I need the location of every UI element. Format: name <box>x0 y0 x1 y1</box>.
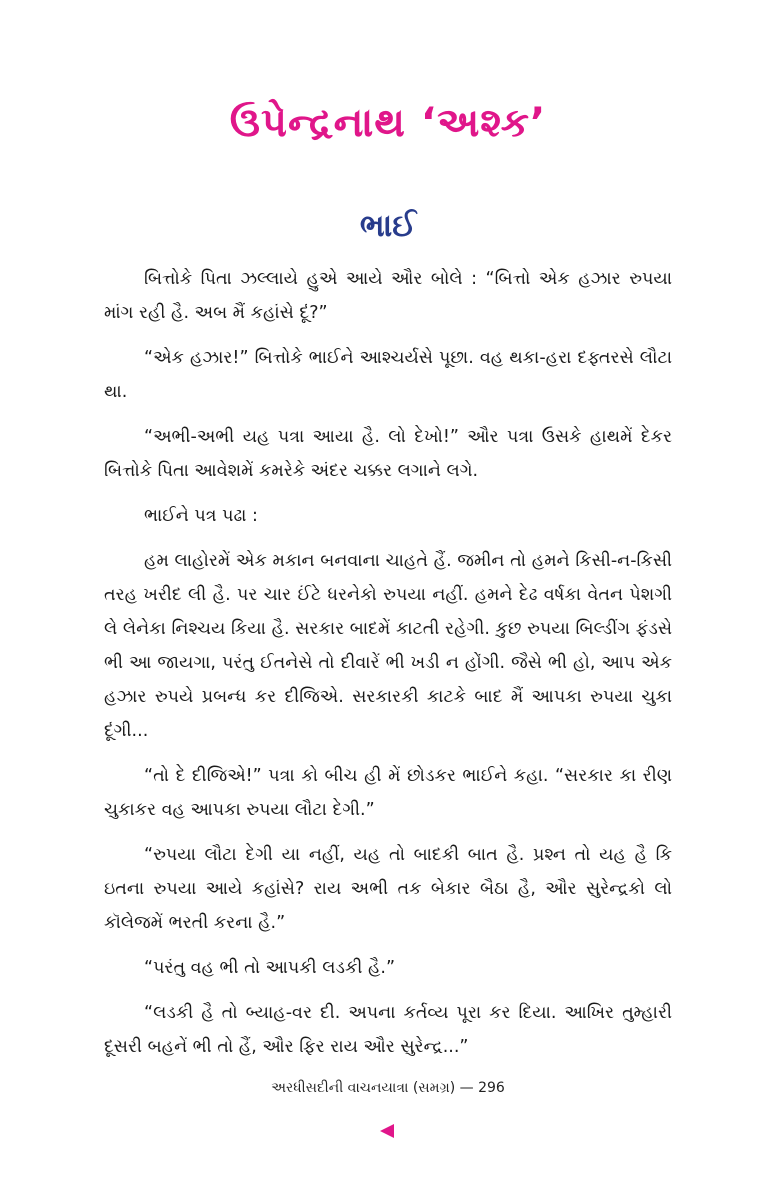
paragraph: બિત્તોકે પિતા ઝલ્લાયે હુએ આયે ઔર બોલે : “બિત્તો એક હઝાર રુપયા માંગ રહી હૈ. અબ મૈં કહાંસે દૂં?” <box>104 269 672 323</box>
paragraph: “એક હઝાર!” બિત્તોકે ભાઈને આશ્ચર્યસે પૂછા. વહ થકા-હરા દફ્તરસે લૌટા થા. <box>104 348 672 402</box>
paragraph: “પરંતુ વહ ભી તો આપકી લડકી હૈ.” <box>144 958 396 978</box>
letter-paragraph: હમ લાહોરમેં એક મકાન બનવાના ચાહતે હૈં. જમીન તો હમને કિસી-ન-કિસી તરહ ખરીદ લી હૈ. પર ચાર ઈંટે ધરનેકો રુપયા નહીં. હમને દેઢ વર્ષકા વેતન પેશગી લે લેનેકા નિશ્ચય કિયા હૈ. સરકાર બાદમેં કાટતી રહેગી. કુછ રુપયા બિલ્ડીંગ ફંડસે ભી આ જાયગા, પરંતુ ઈતનેસે તો દીવારેં ભી ખડી ન હોંગી. જૈસે ભી હો, આપ એક હઝાર રુપયે પ્રબન્ધ કર દીજિએ. સરકારકી કાટકે બાદ મૈં આપકા રુપયા ચુકા દૂંગી... <box>104 551 672 741</box>
story-body <box>104 262 672 1075</box>
paragraph: “અભી-અભી યહ પત્રા આયા હૈ. લો દેખો!” ઔર પત્રા ઉસકે હાથમેં દેકર બિત્તોકે પિતા આવેશમેં કમરેકે અંદર ચક્કર લગાને લગે. <box>104 427 672 481</box>
left-triangle-arrow-icon[interactable] <box>380 1124 394 1138</box>
paragraph: “લડકી હૈ તો બ્યાહ-વર દી. અપના કર્તવ્ય પૂરા કર દિયા. આખિર તુમ્હારી દૂસરી બહનેં ભી તો હૈં, ઔર ફિર રાય ઔર સુરેન્દ્ર...” <box>104 1003 672 1057</box>
paragraph: “રુપયા લૌટા દેગી યા નહીં, યહ તો બાદકી બાત હૈ. પ્રશ્ન તો યહ હૈ કિ ઇતના રુપયા આયે કહાંસે? રાય અભી તક બેકાર બૈઠા હૈ, ઔર સુરેન્દ્રકો લો કૉલેજમેં ભરતી કરના હૈ.” <box>104 845 672 933</box>
story-title: ભાઈ <box>359 208 417 244</box>
author-name: ઉપેન્દ્રનાથ ‘અશ્ક’ <box>229 100 547 146</box>
paragraph: “તો દે દીજિએ!” પત્રા કો બીચ હી મેં છોડકર ભાઈને કહા. “સરકાર કા રીણ ચુકાકર વહ આપકા રુપયા લૌટા દેગી.” <box>104 766 672 820</box>
page-footer: અરધીસદીની વાચનયાત્રા (સમગ્ર) — 296 <box>271 1080 505 1096</box>
paragraph: ભાઈને પત્ર પઢા : <box>144 506 258 526</box>
